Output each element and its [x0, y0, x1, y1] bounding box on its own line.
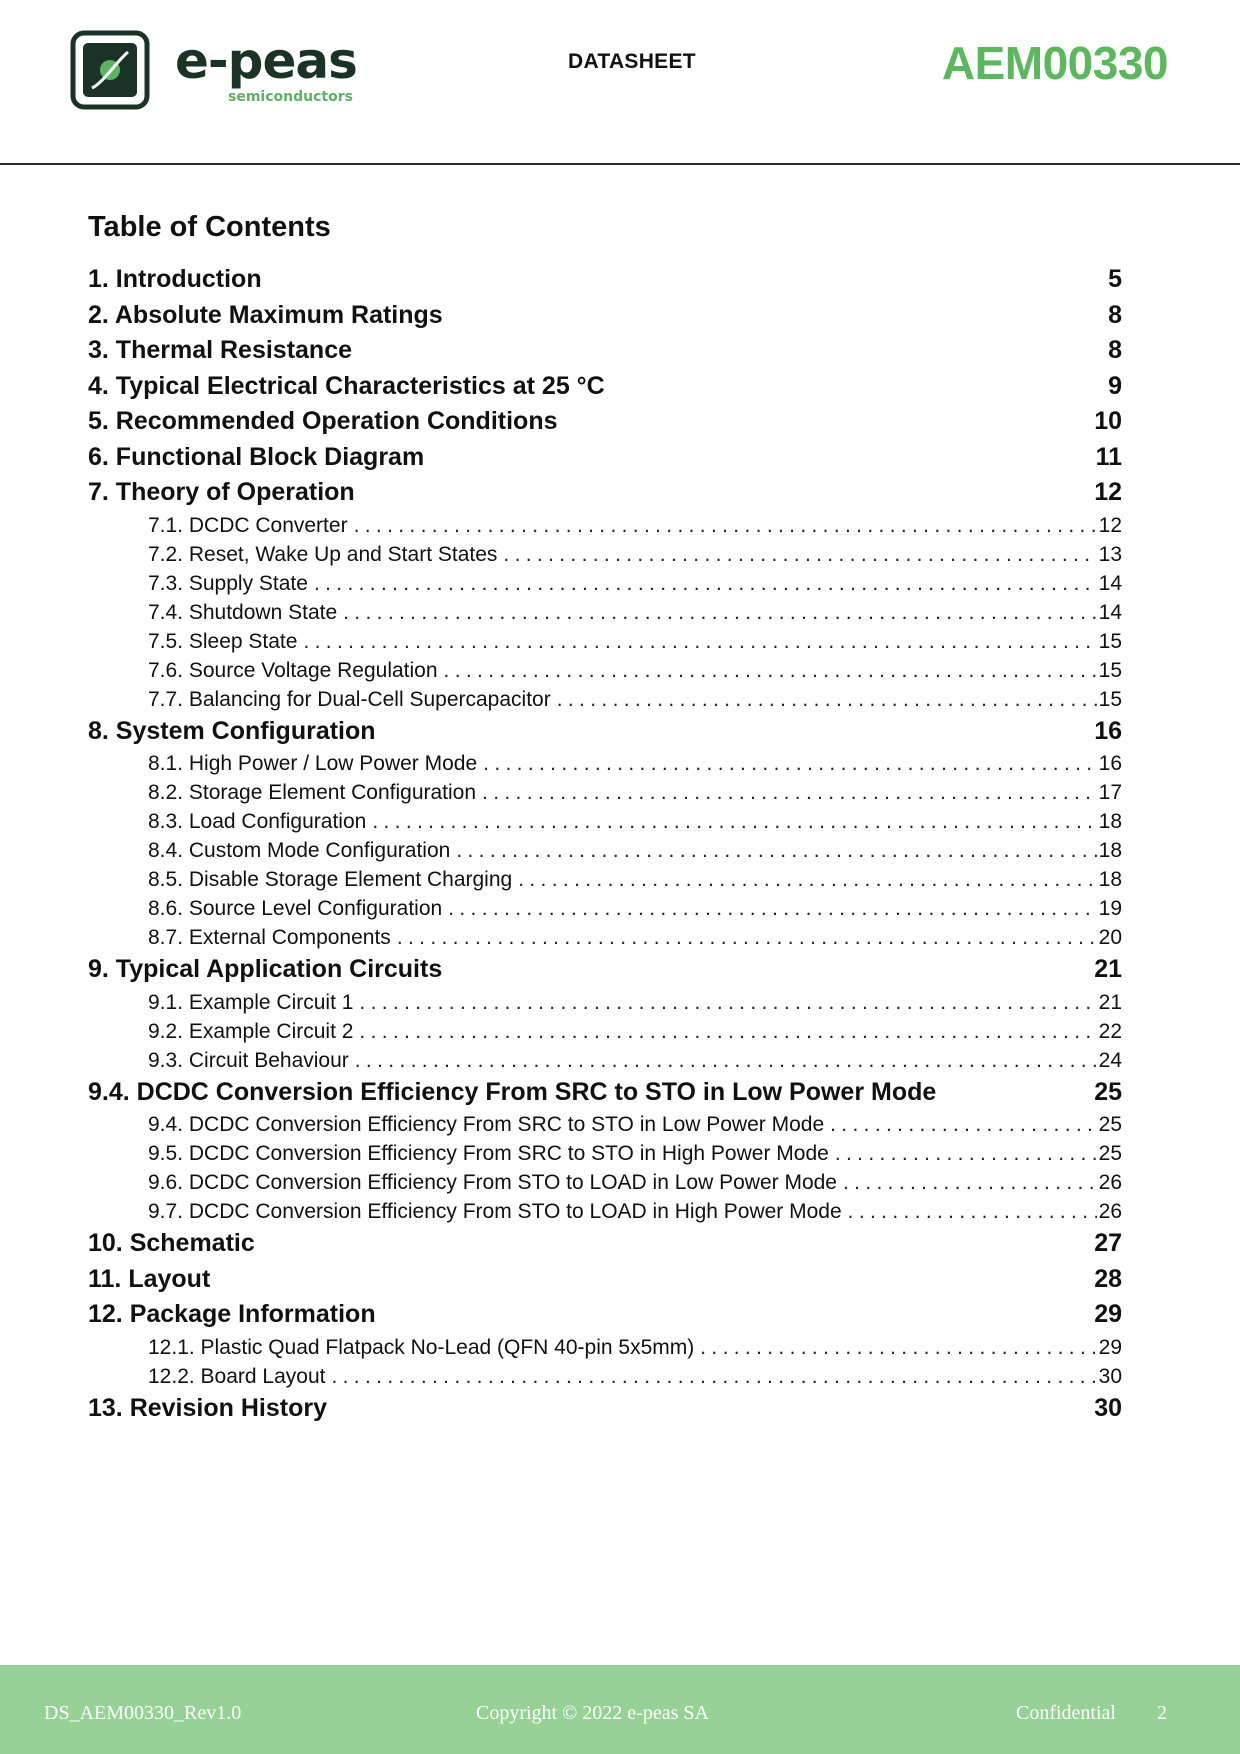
toc-section-entry[interactable]	[88, 714, 1122, 750]
toc-entry-page: 22	[1098, 1019, 1122, 1043]
toc-dot-leader	[314, 569, 1097, 598]
toc-dot-leader	[503, 540, 1096, 569]
toc-subsection-entry[interactable]	[88, 598, 1122, 627]
toc-dot-leader	[557, 685, 1097, 714]
toc-subsection-entry[interactable]	[88, 807, 1122, 836]
toc-entry-title: 4. Typical Electrical Characteristics at 25 °C	[88, 371, 605, 400]
toc-entry-title: 5. Recommended Operation Conditions	[88, 407, 558, 435]
toc-subsection-entry[interactable]	[88, 836, 1122, 865]
toc-subsection-entry[interactable]	[88, 1168, 1122, 1197]
toc-dot-leader	[354, 511, 1097, 540]
toc-subsection-entry[interactable]	[88, 1362, 1122, 1391]
toc-dot-leader	[482, 778, 1097, 807]
toc-entries	[88, 262, 1122, 1426]
toc-subsection-entry[interactable]	[88, 569, 1122, 598]
toc-entry-page: 26	[1098, 1171, 1122, 1194]
toc-entry-page: 18	[1098, 839, 1122, 862]
toc-entry-title: 7.6. Source Voltage Regulation	[148, 658, 438, 682]
toc-entry-page: 26	[1098, 1200, 1122, 1223]
toc-entry-title: 8.3. Load Configuration	[148, 810, 367, 833]
toc-entry-title: 7.5. Sleep State	[148, 629, 298, 653]
toc-subsection-entry[interactable]	[88, 540, 1122, 569]
toc-entry-title: 7. Theory of Operation	[88, 478, 355, 506]
toc-dot-leader	[359, 988, 1096, 1017]
toc-entry-title: 7.3. Supply State	[148, 571, 308, 595]
toc-subsection-entry[interactable]	[88, 1197, 1122, 1226]
toc-subsection-entry[interactable]	[88, 656, 1122, 685]
part-number: AEM00330	[941, 37, 1168, 89]
toc-entry-page: 5	[1108, 265, 1122, 293]
toc-dot-leader	[843, 1168, 1097, 1197]
toc-subsection-entry[interactable]	[88, 988, 1122, 1017]
toc-dot-leader	[343, 598, 1097, 627]
toc-entry-title: 12.1. Plastic Quad Flatpack No-Lead (QFN 40-pin 5x5mm)	[148, 1335, 695, 1359]
footer-doc-id: DS_AEM00330_Rev1.0	[44, 1702, 242, 1724]
toc-entry-title: 9. Typical Application Circuits	[88, 955, 443, 983]
toc-entry-page: 27	[1094, 1229, 1122, 1257]
toc-section-entry[interactable]	[88, 440, 1122, 476]
toc-section-entry[interactable]	[88, 1262, 1122, 1298]
toc-entry-page: 8	[1108, 336, 1122, 364]
page-header	[0, 0, 1240, 165]
toc-entry-title: 9.5. DCDC Conversion Efficiency From SRC to STO in High Power Mode	[148, 1142, 829, 1165]
toc-subsection-entry[interactable]	[88, 1046, 1122, 1075]
toc-entry-page: 18	[1098, 810, 1122, 833]
toc-entry-page: 15	[1098, 687, 1122, 711]
toc-entry-title: 9.2. Example Circuit 2	[148, 1019, 354, 1043]
toc-dot-leader	[700, 1333, 1096, 1362]
page-footer	[0, 1665, 1240, 1754]
toc-dot-leader	[456, 836, 1096, 865]
toc-dot-leader	[359, 1017, 1096, 1046]
toc-entry-page: 12	[1094, 478, 1122, 506]
toc-entry-page: 16	[1098, 752, 1122, 775]
toc-entry-title: 7.4. Shutdown State	[148, 600, 338, 624]
toc-entry-title: 6. Functional Block Diagram	[88, 442, 425, 471]
toc-section-entry[interactable]	[88, 404, 1122, 440]
toc-entry-title: 8.6. Source Level Configuration	[148, 897, 443, 920]
toc-entry-page: 10	[1094, 407, 1122, 435]
toc-entry-title: 12. Package Information	[88, 1300, 376, 1328]
toc-subsection-entry[interactable]	[88, 749, 1122, 778]
toc-entry-page: 21	[1098, 990, 1122, 1014]
toc-entry-page: 29	[1094, 1300, 1122, 1328]
toc-entry-title: 9.4. DCDC Conversion Efficiency From SRC to STO in Low Power Mode	[88, 1077, 937, 1106]
toc-section-entry[interactable]	[88, 475, 1122, 511]
toc-subsection-entry[interactable]	[88, 685, 1122, 714]
toc-entry-page: 28	[1094, 1264, 1122, 1293]
toc-entry-title: 9.6. DCDC Conversion Efficiency From STO to LOAD in Low Power Mode	[148, 1171, 837, 1194]
footer-page-number: 2	[1157, 1702, 1167, 1724]
footer-copyright: Copyright © 2022 e-peas SA	[476, 1702, 709, 1724]
toc-entry-page: 25	[1094, 1077, 1122, 1106]
toc-dot-leader	[448, 894, 1096, 923]
toc-section-entry[interactable]	[88, 262, 1122, 298]
toc-section-entry[interactable]	[88, 1075, 1122, 1111]
toc-entry-page: 13	[1098, 542, 1122, 566]
toc-dot-leader	[848, 1197, 1097, 1226]
document-type: DATASHEET	[568, 50, 696, 73]
company-logo	[70, 30, 370, 112]
toc-section-entry[interactable]	[88, 1297, 1122, 1333]
toc-subsection-entry[interactable]	[88, 865, 1122, 894]
toc-entry-page: 29	[1098, 1335, 1122, 1359]
toc-entry-page: 25	[1098, 1142, 1122, 1165]
toc-dot-leader	[397, 923, 1097, 952]
toc-entry-title: 8.1. High Power / Low Power Mode	[148, 752, 478, 775]
toc-entry-title: 2. Absolute Maximum Ratings	[88, 300, 443, 329]
toc-entry-title: 12.2. Board Layout	[148, 1364, 326, 1388]
toc-entry-title: 8.2. Storage Element Configuration	[148, 781, 477, 804]
toc-entry-page: 24	[1098, 1048, 1122, 1072]
toc-subsection-entry[interactable]	[88, 1139, 1122, 1168]
toc-entry-title: 13. Revision History	[88, 1393, 327, 1422]
toc-entry-page: 18	[1098, 868, 1122, 891]
toc-title: Table of Contents	[88, 211, 331, 243]
toc-entry-title: 9.3. Circuit Behaviour	[148, 1048, 349, 1072]
toc-subsection-entry[interactable]	[88, 778, 1122, 807]
toc-entry-title: 9.4. DCDC Conversion Efficiency From SRC to STO in Low Power Mode	[148, 1113, 825, 1136]
toc-entry-title: 7.7. Balancing for Dual-Cell Supercapacitor	[148, 687, 551, 711]
logo-wordmark: e-peas	[175, 32, 357, 90]
toc-entry-title: 9.7. DCDC Conversion Efficiency From STO to LOAD in High Power Mode	[148, 1200, 842, 1223]
toc-section-entry[interactable]	[88, 1226, 1122, 1262]
toc-entry-page: 25	[1098, 1113, 1122, 1136]
toc-entry-page: 11	[1095, 442, 1122, 471]
toc-entry-page: 12	[1098, 513, 1122, 537]
toc-dot-leader	[355, 1046, 1097, 1075]
toc-entry-page: 14	[1098, 571, 1122, 595]
toc-section-entry[interactable]	[88, 369, 1122, 405]
toc-subsection-entry[interactable]	[88, 1110, 1122, 1139]
toc-entry-title: 3. Thermal Resistance	[88, 336, 353, 364]
toc-entry-title: 7.1. DCDC Converter	[148, 513, 348, 537]
toc-entry-page: 15	[1098, 629, 1122, 653]
toc-entry-title: 7.2. Reset, Wake Up and Start States	[148, 542, 498, 566]
toc-entry-page: 21	[1094, 955, 1122, 983]
toc-dot-leader	[444, 656, 1097, 685]
toc-dot-leader	[331, 1362, 1096, 1391]
e-peas-logo-icon	[70, 30, 150, 110]
toc-entry-title: 1. Introduction	[88, 265, 262, 293]
toc-entry-title: 9.1. Example Circuit 1	[148, 990, 354, 1014]
toc-entry-title: 11. Layout	[88, 1264, 211, 1293]
toc-dot-leader	[372, 807, 1096, 836]
toc-section-entry[interactable]	[88, 1391, 1122, 1427]
toc-entry-page: 30	[1094, 1393, 1122, 1422]
toc-entry-title: 8.4. Custom Mode Configuration	[148, 839, 451, 862]
toc-subsection-entry[interactable]	[88, 627, 1122, 656]
toc-dot-leader	[483, 749, 1096, 778]
toc-dot-leader	[518, 865, 1096, 894]
toc-entry-page: 15	[1098, 658, 1122, 682]
toc-entry-page: 16	[1094, 716, 1122, 745]
toc-subsection-entry[interactable]	[88, 1017, 1122, 1046]
toc-entry-page: 8	[1108, 300, 1122, 329]
toc-dot-leader	[303, 627, 1096, 656]
toc-section-entry[interactable]	[88, 333, 1122, 369]
toc-entry-title: 10. Schematic	[88, 1229, 255, 1257]
toc-dot-leader	[835, 1139, 1097, 1168]
table-of-contents	[88, 210, 1122, 1426]
toc-subsection-entry[interactable]	[88, 1333, 1122, 1362]
toc-entry-title: 8. System Configuration	[88, 716, 376, 745]
footer-classification: Confidential	[1016, 1702, 1116, 1724]
toc-entry-title: 8.7. External Components	[148, 926, 391, 949]
toc-entry-page: 14	[1098, 600, 1122, 624]
toc-entry-page: 9	[1108, 371, 1122, 400]
toc-dot-leader	[830, 1110, 1097, 1139]
toc-subsection-entry[interactable]	[88, 923, 1122, 952]
toc-subsection-entry[interactable]	[88, 511, 1122, 540]
toc-entry-page: 30	[1098, 1364, 1122, 1388]
toc-entry-page: 20	[1098, 926, 1122, 949]
toc-section-entry[interactable]	[88, 298, 1122, 334]
toc-subsection-entry[interactable]	[88, 894, 1122, 923]
toc-entry-title: 8.5. Disable Storage Element Charging	[148, 868, 513, 891]
toc-entry-page: 19	[1098, 897, 1122, 920]
logo-subtitle: semiconductors	[228, 89, 353, 105]
toc-entry-page: 17	[1098, 781, 1122, 804]
toc-section-entry[interactable]	[88, 952, 1122, 988]
